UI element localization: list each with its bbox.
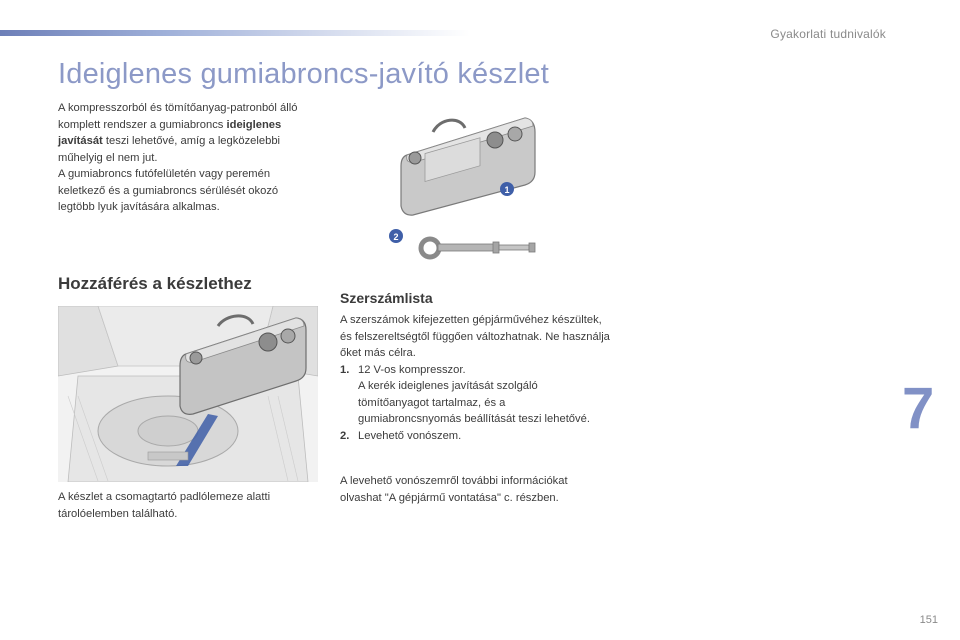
- tool-item-description: A kerék ideiglenes javítását szolgáló tömítőanyagot tartalmaz, és a gumiabroncsnyomás beállítását teszi lehetővé.: [358, 380, 590, 425]
- page-title: Ideiglenes gumiabroncs-javító készlet: [58, 58, 549, 90]
- tool-item-number: 1.: [340, 363, 350, 376]
- chapter-number: 7: [902, 376, 935, 441]
- tool-item-number: 2.: [340, 429, 350, 442]
- page-number: 151: [919, 614, 938, 626]
- tool-item-label: Levehető vonószem.: [358, 429, 462, 442]
- toollist-intro: A szerszámok kifejezetten gépjárművéhez készültek, és felszereltségtől függően változhatnak. Ne használja őket más célra.: [340, 314, 610, 359]
- toollist-footnote: A levehető vonószemről további információkat olvashat "A gépjármű vontatása" c. részben.: [340, 475, 568, 504]
- tool-item-1: [340, 362, 610, 428]
- tool-item-2: [340, 428, 610, 445]
- trunk-storage-illustration: [58, 306, 318, 482]
- intro-part1: A kompresszorból és tömítőanyag-patronból álló komplett rendszer a gumiabroncs: [58, 102, 298, 131]
- access-caption: A készlet a csomagtartó padlólemeze alatti tárolóelemben található.: [58, 491, 271, 520]
- header-gradient-bar: [0, 30, 470, 36]
- section-header: Gyakorlati tudnivalók: [770, 27, 886, 41]
- callout-1: 1: [504, 185, 510, 195]
- intro-part2: teszi lehetővé, amíg a legközelebbi műhelyig el nem jut.: [58, 135, 281, 164]
- tool-item-text: [358, 362, 610, 428]
- toollist-body: [340, 312, 610, 444]
- toollist-heading: Szerszámlista: [340, 290, 433, 306]
- intro-bold: ideiglenes javítását: [58, 118, 282, 147]
- access-heading: Hozzáférés a készlethez: [58, 274, 252, 293]
- intro-para2: A gumiabroncs futófelületén vagy peremén keletkező és a gumiabroncs sérülését okozó legtöbb lyuk javítására alkalmas.: [58, 168, 279, 213]
- intro-text: [58, 100, 308, 216]
- callout-2: 2: [393, 232, 399, 242]
- repair-kit-illustration: [385, 110, 545, 270]
- tool-item-label: 12 V-os kompresszor.: [358, 363, 466, 376]
